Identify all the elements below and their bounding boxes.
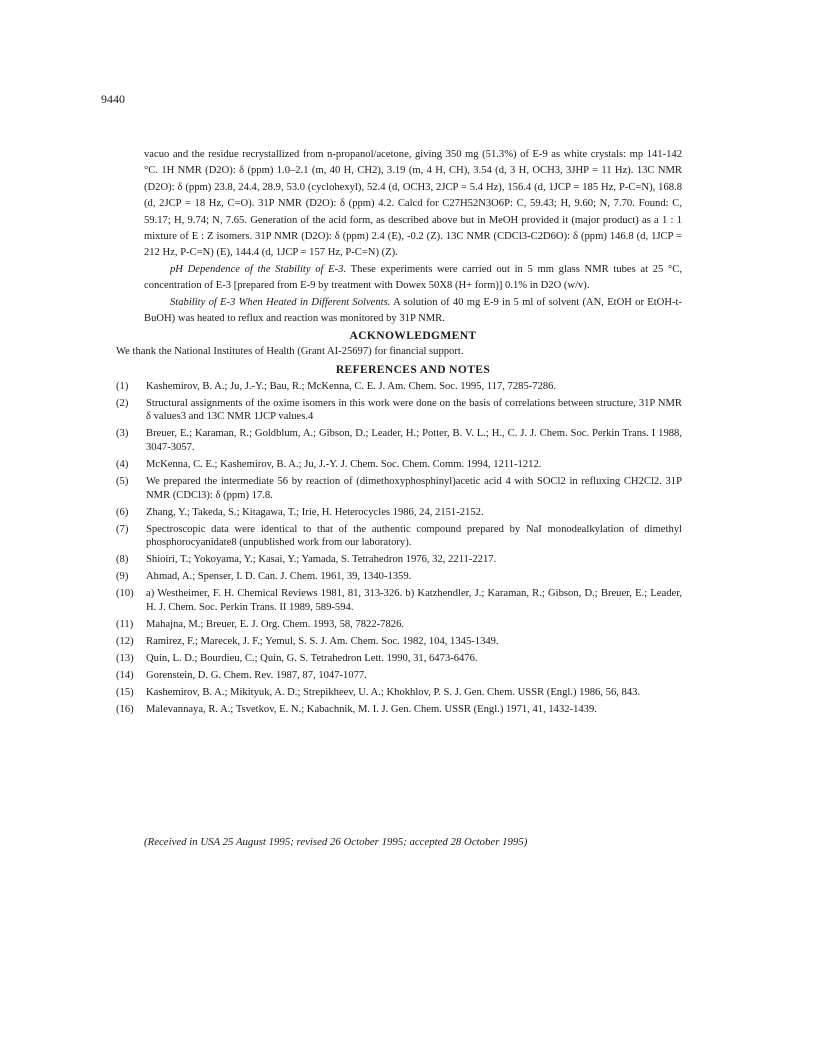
reference-text: Shioiri, T.; Yokoyama, Y.; Kasai, Y.; Yamada, S. Tetrahedron 1976, 32, 2211-2217. <box>146 554 497 566</box>
reference-text: Spectroscopic data were identical to that of the authentic compound prepared by NaI monodealkylation of dimethyl phosphorocyanidate8 (unpublished work from our laboratory). <box>146 523 682 549</box>
reference-item <box>116 553 682 570</box>
stability-paragraph <box>144 295 682 328</box>
reference-number: (3) <box>116 428 129 440</box>
reference-text: Malevannaya, R. A.; Tsvetkov, E. N.; Kabachnik, M. I. J. Gen. Chem. USSR (Engl.) 1971, 41, 1432-1439. <box>146 703 597 715</box>
reference-number: (12) <box>116 635 134 647</box>
received-dates: (Received in USA 25 August 1995; revised 26 October 1995; accepted 28 October 1995) <box>144 836 528 848</box>
reference-item <box>116 635 682 652</box>
ph-dependence-title: pH Dependence of the Stability of E-3. <box>170 263 347 275</box>
reference-text: Breuer, E.; Karaman, R.; Goldblum, A.; Gibson, D.; Leader, H.; Potter, B. V. L.; H., C. J. J. Chem. Soc. Perkin Trans. I 1988, 3047-3057. <box>146 428 682 454</box>
reference-item <box>116 458 682 475</box>
reference-text: Zhang, Y.; Takeda, S.; Kitagawa, T.; Irie, H. Heterocycles 1986, 24, 2151-2152. <box>146 506 484 518</box>
ph-dependence-text: These experiments were carried out in 5 mm glass NMR tubes at 25 °C, concentration of E-3 [prepared from E-9 by treatment with Dowex 50X8 (H+ form)] 0.1% in D2O (w/v). <box>144 263 682 292</box>
reference-text: McKenna, C. E.; Kashemirov, B. A.; Ju, J.-Y. J. Chem. Soc. Chem. Comm. 1994, 1211-1212. <box>146 459 542 471</box>
page-number: 9440 <box>101 92 125 106</box>
experimental-paragraph: vacuo and the residue recrystallized from n-propanol/acetone, giving 350 mg (51.3%) of E-9 as white crystals: mp 141-142 °C. 1H NMR (D2O): δ (ppm) 1.0–2.1 (m, 40 H, CH2), 3.19 (m, 4 H, CH), 3.54 (d, 3 H, OCH3, 3JHP = 11 Hz). 13C NMR (D2O): δ (ppm) 23.8, 24.4, 28.9, 53.0 (cyclohexyl), 52.4 (d, OCH3, 2JCP = 5.4 Hz), 156.4 (d, 1JCP = 185 Hz, P-C=N), 168.8 (d, 2JCP = 18 Hz, C=O). 31P NMR (D2O): δ (ppm) 4.2. Calcd for C27H52N3O6P: C, 59.43; H, 9.60; N, 7.70. Found: C, 59.17; H, 9.74; N, 7.65. Generation of the acid form, as described above but in MeOH provided it (major product) as a 1 : 1 mixture of E : Z isomers. 31P NMR (D2O): δ (ppm) 2.4 (E), -0.2 (Z). 13C NMR (CDCl3-C2D6O): δ (ppm) 146.8 (d, 1JCP = 212 Hz, P-C=N) (E), 144.4 (d, 1JCP = 157 Hz, P-C=N) (Z). <box>144 149 682 259</box>
reference-item <box>116 652 682 669</box>
reference-text: a) Westheimer, F. H. Chemical Reviews 1981, 81, 313-326. b) Katzhendler, J.; Karaman, R.; Gibson, D.; Breuer, E.; Leader, H. J. Chem. Soc. Perkin Trans. II 1989, 589-594. <box>146 588 682 613</box>
reference-text: Kashemirov, B. A.; Ju, J.-Y.; Bau, R.; McKenna, C. E. J. Am. Chem. Soc. 1995, 117, 7285-7286. <box>146 380 557 392</box>
reference-item <box>116 570 682 587</box>
acknowledgment-heading: ACKNOWLEDGMENT <box>349 330 477 343</box>
reference-item <box>116 686 682 703</box>
stability-title: Stability of E-3 When Heated in Different Solvents. <box>170 296 391 308</box>
reference-list <box>116 380 682 720</box>
reference-number: (16) <box>116 703 134 715</box>
reference-number: (13) <box>116 652 134 664</box>
reference-item <box>116 669 682 686</box>
reference-item <box>116 380 682 397</box>
reference-text: Gorenstein, D. G. Chem. Rev. 1987, 87, 1047-1077. <box>146 669 367 681</box>
reference-number: (2) <box>116 397 129 409</box>
reference-number: (4) <box>116 459 129 471</box>
reference-number: (9) <box>116 571 129 583</box>
reference-number: (6) <box>116 506 129 518</box>
reference-item <box>116 397 682 428</box>
reference-item <box>116 618 682 635</box>
reference-number: (15) <box>116 686 134 698</box>
reference-number: (5) <box>116 476 129 487</box>
reference-text: Ahmad, A.; Spenser, I. D. Can. J. Chem. 1961, 39, 1340-1359. <box>146 571 412 583</box>
reference-number: (7) <box>116 523 129 535</box>
reference-item <box>116 523 682 554</box>
reference-text: Ramirez, F.; Marecek, J. F.; Yemul, S. S. J. Am. Chem. Soc. 1982, 104, 1345-1349. <box>146 635 499 647</box>
reference-text: Kashemirov, B. A.; Mikityuk, A. D.; Strepikheev, U. A.; Khokhlov, P. S. J. Gen. Chem. USSR (Engl.) 1986, 56, 843. <box>146 686 641 698</box>
article-body <box>116 147 682 720</box>
reference-text: Structural assignments of the oxime isomers in this work were done on the basis of correlations between structure, 31P NMR δ values3 and 13C NMR 1JCP values.4 <box>146 397 682 423</box>
reference-item <box>116 506 682 523</box>
reference-item <box>116 587 682 618</box>
reference-number: (11) <box>116 618 134 630</box>
reference-number: (10) <box>116 588 134 600</box>
ph-dependence-paragraph <box>144 262 682 295</box>
reference-text: Mahajna, M.; Breuer, E. J. Org. Chem. 1993, 58, 7822-7826. <box>146 618 405 630</box>
stability-text: A solution of 40 mg E-9 in 5 ml of solvent (AN, EtOH or EtOH-t-BuOH) was heated to reflux and reaction was monitored by 31P NMR. <box>144 296 682 325</box>
reference-text: Quin, L. D.; Bourdieu, C.; Quin, G. S. Tetrahedron Lett. 1990, 31, 6473-6476. <box>146 652 478 664</box>
reference-item <box>116 475 682 506</box>
references-heading: REFERENCES AND NOTES <box>335 363 491 376</box>
reference-number: (8) <box>116 554 129 566</box>
reference-item <box>116 703 682 720</box>
reference-item <box>116 427 682 458</box>
acknowledgment-text: We thank the National Institutes of Health (Grant AI-25697) for financial support. <box>116 346 464 358</box>
reference-number: (1) <box>116 380 129 392</box>
reference-number: (14) <box>116 669 134 681</box>
reference-text: We prepared the intermediate 56 by reaction of (dimethoxyphosphinyl)acetic acid 4 with SOCl2 in refluxing CH2Cl2. 31P NMR (CDCl3): δ (ppm) 17.8. <box>146 476 682 501</box>
